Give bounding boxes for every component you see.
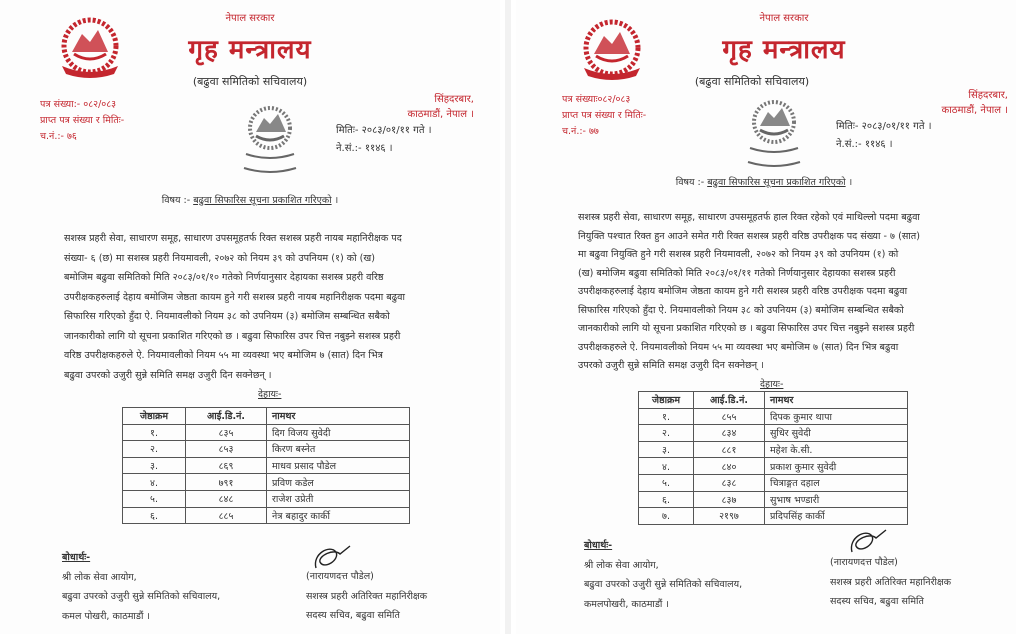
address-line-2: काठमाडौं, नेपाल । <box>407 109 474 120</box>
cell-seniority: ६. <box>639 491 694 508</box>
secretariat-label: (बढुवा समितिको सचिवालय) <box>192 75 308 88</box>
cell-name: महेश के.सी. <box>765 441 908 458</box>
letter-number: पत्र संख्याः०८२/०८३ <box>562 94 631 105</box>
signatory-name: (नारायणदत्त पौडेल) <box>306 571 374 582</box>
date: मितिः- २०८३/०१/११ गते । <box>336 125 432 136</box>
col-id: आई.डि.नं. <box>186 408 267 425</box>
body-line: सशस्त्र प्रहरी सेवा, साधारण समूह, साधारण उपसमूहतर्फ हाल रिक्त रहेको एवं माथिल्लो पदमा बढुवा <box>578 212 920 223</box>
body-line: बढुवा उपरको उजुरी सुन्ने समिति समक्ष उजुरी दिन सक्नेछन् । <box>64 369 272 381</box>
body-line: वरिष्ठ उपरीक्षकहरुले ऐ. नियमावलीको नियम ५५ मा व्यवस्था भए बमोजिम ७ (सात) दिन भित्र <box>64 350 383 361</box>
cell-name: दिग विजय सुवेदी <box>267 424 410 441</box>
cell-id: ८३७ <box>694 491 765 508</box>
body-line: उपरको उजुरी सुन्ने समिति समक्ष उजुरी दिन सक्नेछन् । <box>578 360 764 371</box>
notice-body <box>64 229 464 385</box>
cell-name: किरण बस्नेत <box>267 441 410 458</box>
body-line: उपरीक्षकहरुले ऐ. नियमावलीको नियम ५५ मा व्यवस्था भए बमोजिम ७ (सात) दिन भित्र बढुवा <box>578 341 899 353</box>
cell-seniority: १. <box>639 408 694 425</box>
body-line: मा बढुवा नियुक्ति हुने गरी सशस्त्र प्रहरी नियमावली, २०७२ को नियम ३९ को उपनियम (१) को <box>578 249 899 260</box>
subject-line <box>0 193 500 206</box>
table-row <box>639 441 908 458</box>
copy-to-line: श्री लोक सेवा आयोग, <box>62 571 137 583</box>
cell-id: ७९१ <box>186 474 267 491</box>
date: मितिः- २०८३/०१/११ गते । <box>836 121 932 132</box>
cell-name: प्रविण कडेल <box>267 474 410 491</box>
table-row <box>123 424 410 441</box>
body-line: सिफारिस गरिएको हुँदा ऐ. नियमावलीको नियम ३८ को उपनियम (३) बमोजिम सम्बन्धित सबैको <box>64 311 390 322</box>
cell-id: ८६९ <box>186 457 267 474</box>
col-name: नामथर <box>765 392 908 409</box>
copy-to-line: श्री लोक सेवा आयोग, <box>584 559 659 571</box>
address-line-2: काठमाडौं, नेपाल । <box>941 105 1008 116</box>
col-name: नामथर <box>267 408 410 425</box>
cell-id: ८३८ <box>694 474 765 491</box>
reference-block <box>40 97 124 145</box>
cell-id: २१९७ <box>694 508 765 525</box>
signatory-role: सदस्य सचिव, बढुवा समिति <box>306 610 400 621</box>
subject-line <box>514 175 1014 188</box>
received-reference: प्राप्त पत्र संख्या र मितिः- <box>40 115 125 126</box>
ministry-title: गृह मन्त्रालय <box>188 35 312 65</box>
body-line: उपरीक्षकहरुलाई देहाय बमोजिम जेष्ठता कायम हुने गरी सशस्त्र प्रहरी नायब महानिरीक्षक पदमा बढुवा <box>64 291 405 303</box>
col-seniority: जेष्ठाक्रम <box>639 392 694 409</box>
table-row <box>639 474 908 491</box>
subject-end: । <box>334 195 339 206</box>
subject-end: । <box>848 177 853 188</box>
signatory-block <box>306 567 427 626</box>
subject-label: विषय :- <box>161 195 191 206</box>
cell-name: चित्राङ्गत दहाल <box>765 474 908 491</box>
col-id: आई.डि.नं. <box>694 392 765 409</box>
cell-seniority: ३. <box>639 441 694 458</box>
address-block <box>407 92 474 122</box>
cell-seniority: ७. <box>639 508 694 525</box>
ministry-stamp-emblem-icon <box>238 102 302 176</box>
body-line: जानकारीको लागि यो सूचना प्रकाशित गरिएको छ । बढुवा सिफारिस उपर चित्त नबुझ्ने सशस्त्र प्रहरी <box>64 330 401 342</box>
table-row <box>639 408 908 425</box>
table-row <box>123 507 410 524</box>
table-header-row <box>123 408 410 425</box>
promotion-table <box>122 407 410 524</box>
cell-seniority: ५. <box>123 490 186 507</box>
cell-id: ८५३ <box>186 441 267 458</box>
body-line: उपरीक्षकहरुलाई देहाय बमोजिम जेष्ठता कायम हुने गरी सशस्त्र प्रहरी वरिष्ठ उपरीक्षक पदमा बढुवा <box>578 286 908 297</box>
body-line: संख्या- ६ (छ) मा सशस्त्र प्रहरी नियमावली, २०७२ को नियम ३९ को उपनियम (१) को (ख) <box>64 252 375 264</box>
table-row <box>123 441 410 458</box>
signatory-name: (नारायणदत्त पौडेल) <box>830 557 898 568</box>
date-block <box>836 118 931 154</box>
cell-name: माधव प्रसाद पौडेल <box>267 457 410 474</box>
copy-to-line: बढुवा उपरको उजुरी सुन्ने समितिको सचिवालय, <box>62 591 221 602</box>
table-row <box>123 474 410 491</box>
subject-text: बढुवा सिफारिस सूचना प्रकाशित गरिएको <box>193 195 332 206</box>
body-line: सशस्त्र प्रहरी सेवा, साधारण समूह, साधारण उपसमूहतर्फ रिक्त सशस्त्र प्रहरी नायब महानिरीक्षक पद <box>64 233 402 244</box>
cell-seniority: ३. <box>123 457 186 474</box>
copy-to-block <box>584 536 742 614</box>
cell-id: ८३५ <box>186 424 267 441</box>
page-divider <box>505 0 511 634</box>
notice-document-right <box>516 0 1016 634</box>
signatory-title: सशस्त्र प्रहरी अतिरिक्त महानिरीक्षक <box>306 590 428 602</box>
date-block <box>336 122 431 158</box>
col-seniority: जेष्ठाक्रम <box>123 408 186 425</box>
body-line: (ख) बमोजिम बढुवा समितिको मिति २०८३/०१/११ गतेको निर्णयानुसार देहायका सशस्त्र प्रहरी <box>578 267 896 279</box>
nepal-samvat: ने.सं.:- ११४६ । <box>336 143 393 154</box>
reference-block <box>562 92 646 140</box>
cell-seniority: ६. <box>123 507 186 524</box>
signatory-role: सदस्य सचिव, बढुवा समिति <box>830 596 924 607</box>
cell-id: ८८५ <box>186 507 267 524</box>
nepal-samvat: ने.सं.:- ११४६ । <box>836 139 893 150</box>
subject-label: विषय :- <box>675 177 705 188</box>
copy-to-line: कमलपोखरी, काठमाडौं । <box>584 598 670 610</box>
signatory-block <box>830 553 951 612</box>
table-row <box>123 490 410 507</box>
secretariat-label: (बढुवा समितिको सचिवालय) <box>694 75 810 88</box>
promotion-table <box>638 391 908 525</box>
annex-label: देहायः- <box>258 389 282 400</box>
cell-name: राजेश उप्रेती <box>267 490 410 507</box>
table-row <box>639 458 908 475</box>
subject-text: बढुवा सिफारिस सूचना प्रकाशित गरिएको <box>707 177 846 188</box>
cell-seniority: ५. <box>639 474 694 491</box>
table-row <box>123 457 410 474</box>
cell-id: ८५५ <box>694 408 765 425</box>
signatory-title: सशस्त्र प्रहरी अतिरिक्त महानिरीक्षक <box>830 576 952 588</box>
government-label: नेपाल सरकार <box>225 13 275 24</box>
cell-seniority: २. <box>123 441 186 458</box>
cell-name: प्रदिपसिंह कार्की <box>765 508 908 525</box>
annex-label: देहायः- <box>760 379 784 390</box>
copy-to-line: बढुवा उपरको उजुरी सुन्ने समितिको सचिवालय, <box>584 579 743 590</box>
body-line: नियुक्ति पश्चात रिक्त हुन आउने समेत गरी रिक्त सशस्त्र प्रहरी वरिष्ठ उपरीक्षक पद संख्या - ७ (सात) <box>578 230 920 242</box>
table-row <box>639 425 908 442</box>
cell-id: ८८१ <box>694 441 765 458</box>
ministry-stamp-emblem-icon <box>742 96 806 170</box>
cell-name: सुधिर सुवेदी <box>765 425 908 442</box>
table-header-row <box>639 392 908 409</box>
cell-name: नेत्र बहादुर कार्की <box>267 507 410 524</box>
table-row <box>639 491 908 508</box>
dispatch-number: च.नं.:- ७७ <box>562 126 599 137</box>
received-reference: प्राप्त पत्र संख्या र मितिः- <box>562 110 647 121</box>
cell-id: ८४० <box>694 458 765 475</box>
body-line: सिफारिस गरिएको हुँदा ऐ. नियमावलीको नियम ३८ को उपनियम (३) बमोजिम सम्बन्धित सबैको <box>578 304 904 316</box>
cell-name: सुभाष भण्डारी <box>765 491 908 508</box>
government-label: नेपाल सरकार <box>759 13 809 24</box>
cell-seniority: २. <box>639 425 694 442</box>
body-line: बमोजिम बढुवा समितिको मिति २०८३/०१/१० गतेको निर्णयानुसार देहायका सशस्त्र प्रहरी वरिष्ठ <box>64 272 384 283</box>
cell-name: प्रकाश कुमार सुवेदी <box>765 458 908 475</box>
dispatch-number: च.नं.:- ७६ <box>40 131 77 142</box>
address-line-1: सिंहदरबार, <box>434 94 474 105</box>
cell-seniority: ४. <box>123 474 186 491</box>
cell-seniority: १. <box>123 424 186 441</box>
copy-to-title: बोधार्थः- <box>62 552 91 563</box>
cell-name: दिपक कुमार थापा <box>765 408 908 425</box>
address-line-1: सिंहदरबार, <box>968 90 1008 101</box>
copy-to-title: बोधार्थः- <box>584 540 613 551</box>
cell-id: ८४८ <box>186 490 267 507</box>
letter-number: पत्र संख्या:- ०८२/०८३ <box>40 99 117 110</box>
notice-body <box>578 209 982 376</box>
cell-seniority: ४. <box>639 458 694 475</box>
body-line: जानकारीको लागि यो सूचना प्रकाशित गरिएको छ । बढुवा सिफारिस उपर चित्त नबुझ्ने सशस्त्र प्रहरी <box>578 323 915 334</box>
table-row <box>639 508 908 525</box>
ministry-title: गृह मन्त्रालय <box>722 35 846 65</box>
notice-document-left <box>0 0 500 634</box>
cell-id: ८३४ <box>694 425 765 442</box>
copy-to-line: कमल पोखरी, काठमाडौं । <box>62 610 151 622</box>
address-block <box>941 88 1008 118</box>
copy-to-block <box>62 548 220 626</box>
